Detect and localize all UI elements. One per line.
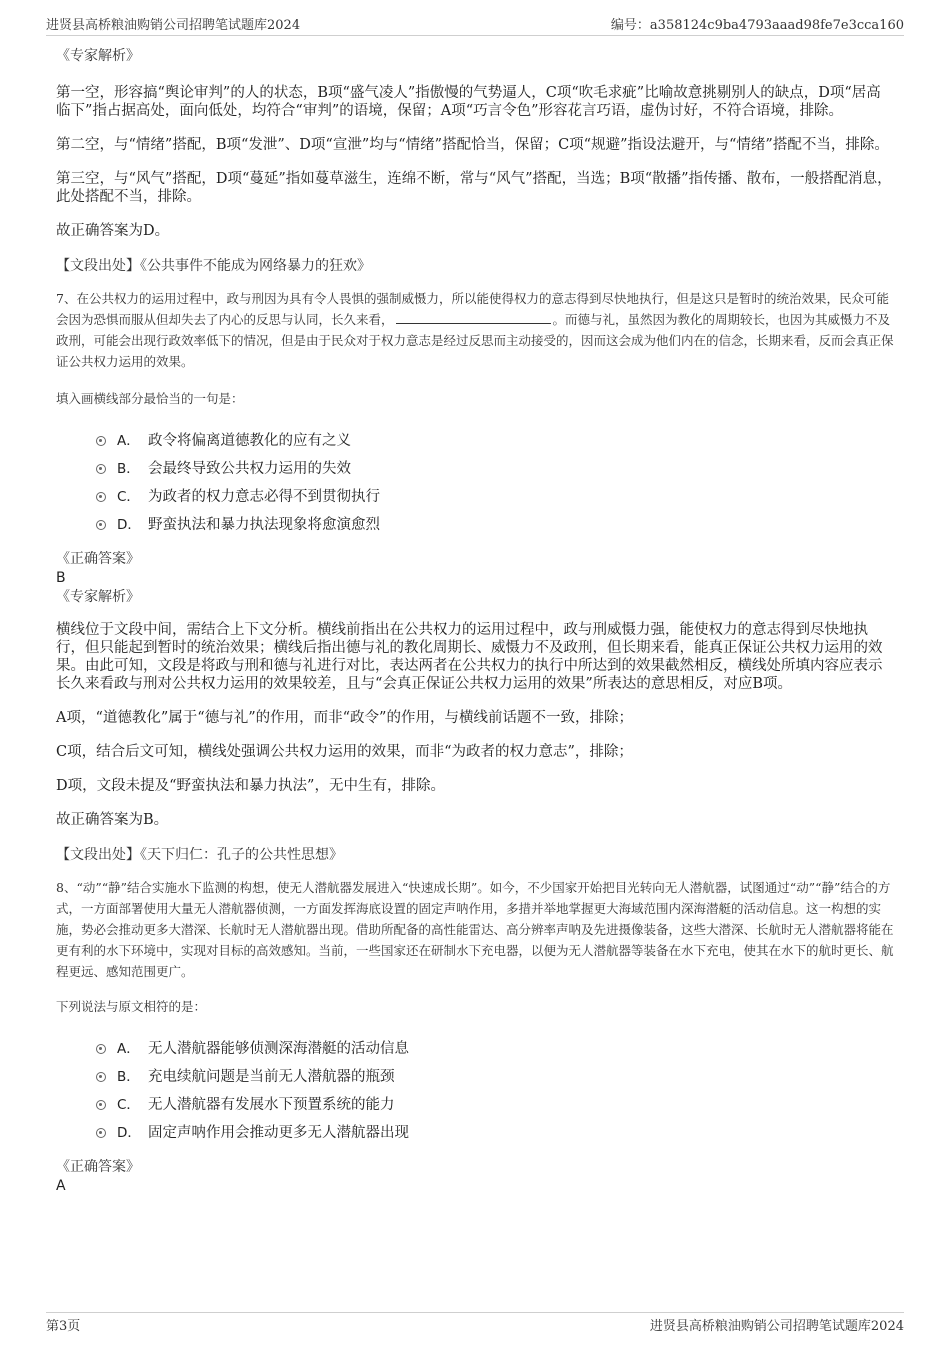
answer-blank (396, 312, 551, 324)
page-content (56, 44, 894, 1195)
option-b[interactable]: B． 充电续航问题是当前无人潜航器的瓶颈 (96, 1063, 894, 1091)
option-b[interactable]: B． 会最终导致公共权力运用的失效 (96, 455, 894, 483)
q8-options (96, 1035, 894, 1147)
header-rule (46, 35, 904, 36)
q6-conclusion: 故正确答案为D。 (56, 223, 170, 239)
page-footer (0, 1305, 950, 1345)
q7-options (96, 427, 894, 539)
footer-rule (46, 1312, 904, 1313)
radio-icon[interactable] (96, 1044, 106, 1054)
option-d[interactable]: D． 固定声呐作用会推动更多无人潜航器出现 (96, 1119, 894, 1147)
radio-icon[interactable] (96, 464, 106, 474)
radio-icon[interactable] (96, 492, 106, 502)
q7-analysis-para: C项，结合后文可知，横线处强调公共权力运用的效果，而非“为政者的权力意志”，排除； (56, 744, 633, 760)
option-a[interactable]: A． 政令将偏离道德教化的应有之义 (96, 427, 894, 455)
q6-source: 【文段出处】《公共事件不能成为网络暴力的狂欢》 (56, 258, 371, 274)
radio-icon[interactable] (96, 1100, 106, 1110)
q7-conclusion: 故正确答案为B。 (56, 812, 169, 828)
q6-analysis-label: 《专家解析》 (56, 48, 140, 64)
q8-stem: 8、“动”“静”结合实施水下监测的构想，使无人潜航器发展进入“快速成长期”。如今，不少国家开始把目光转向无人潜航器，试图通过“动”“静”结合的方式，一方面部署使用大量无人潜航器侦测，一方面发挥海底设置的固定声呐作用，多措并举地掌握更大海域范围内深海潜艇的活动信息。这一构想的实施，势必会推动更多大潜深、长航时无人潜航器出现。借助所配备的高性能雷达、高分辨率声呐及先进摄像装备，这些大潜深、长航时无人潜航器将能在更有利的水下环境中，实现对目标的高效感知。当前，一些国家还在研制水下充电器，以便为无人潜航器等装备在水下充电，使其在水下的航时更长、航程更远、感知范围更广。 (56, 880, 894, 979)
q7-stem: 7、在公共权力的运用过程中，政与刑因为具有令人畏惧的强制威慑力，所以能使得权力的意志得到尽快地执行，但是这只是暂时的统治效果，民众可能会因为恐惧而服从但却失去了内心的反思与认同，长久来看， 。而德与礼，虽然因为教化的周期较长，也因为其威慑力不及政刑，可能会出现行政效率低下的情况，但是由于民众对于权力意志是经过反思而主动接受的，因而这会成为他们内在的信念，长期来看，反而会真正保证公共权力运用的效果。 (56, 291, 894, 369)
radio-icon[interactable] (96, 520, 106, 530)
page-number: 第3页 (46, 1319, 81, 1334)
option-c[interactable]: C． 为政者的权力意志必得不到贯彻执行 (96, 483, 894, 511)
q8-answer: A (56, 1178, 66, 1194)
radio-icon[interactable] (96, 1072, 106, 1082)
q7-prompt: 填入画横线部分最恰当的一句是： (56, 391, 244, 406)
q6-analysis-para: 第三空，与“风气”搭配，D项“蔓延”指如蔓草滋生，连绵不断，常与“风气”搭配，当选；B项“散播”指传播、散布，一般搭配消息，此处搭配不当，排除。 (56, 171, 892, 205)
header-code: 编号：a358124c9ba4793aaad98fe7e3cca160 (610, 18, 904, 33)
footer-title: 进贤县高桥粮油购销公司招聘笔试题库2024 (649, 1319, 904, 1334)
q6-analysis-para: 第二空，与“情绪”搭配，B项“发泄”、D项“宣泄”均与“情绪”搭配恰当，保留；C项“规避”指设法避开，与“情绪”搭配不当，排除。 (56, 137, 889, 153)
option-d[interactable]: D． 野蛮执法和暴力执法现象将愈演愈烈 (96, 511, 894, 539)
page-header (0, 0, 950, 36)
q7-analysis-para: A项，“道德教化”属于“德与礼”的作用，而非“政令”的作用，与横线前话题不一致，排除； (56, 710, 633, 726)
q7-answer: B (56, 570, 66, 586)
header-title: 进贤县高桥粮油购销公司招聘笔试题库2024 (46, 18, 301, 33)
radio-icon[interactable] (96, 1128, 106, 1138)
q7-analysis-para: 横线位于文段中间，需结合上下文分析。横线前指出在公共权力的运用过程中，政与刑威慑力强，能使权力的意志得到尽快地执行，但只能起到暂时的统治效果；横线后指出德与礼的教化周期长、威慑力不及政刑，但长期来看，能真正保证公共权力运用的效果。由此可知，文段是将政与刑和德与礼进行对比，表达两者在公共权力的执行中所达到的效果截然相反，横线处所填内容应表示长久来看政与刑对公共权力运用的效果较差，且与“会真正保证公共权力运用的效果”所表达的意思相反，对应B项。 (56, 622, 883, 692)
option-a[interactable]: A． 无人潜航器能够侦测深海潜艇的活动信息 (96, 1035, 894, 1063)
q7-answer-label: 《正确答案》 (56, 551, 140, 567)
q8-answer-label: 《正确答案》 (56, 1159, 140, 1175)
option-c[interactable]: C． 无人潜航器有发展水下预置系统的能力 (96, 1091, 894, 1119)
q7-analysis-para: D项，文段未提及“野蛮执法和暴力执法”，无中生有，排除。 (56, 778, 445, 794)
q6-analysis-para: 第一空，形容搞“舆论审判”的人的状态，B项“盛气凌人”指傲慢的气势逼人，C项“吹毛求疵”比喻故意挑剔别人的缺点，D项“居高临下”指占据高处，面向低处，均符合“审判”的语境，保留；A项“巧言令色”形容花言巧语，虚伪讨好，不符合语境，排除。 (56, 85, 881, 119)
q7-analysis-label: 《专家解析》 (56, 589, 140, 605)
q8-prompt: 下列说法与原文相符的是： (56, 999, 207, 1014)
radio-icon[interactable] (96, 436, 106, 446)
q7-source: 【文段出处】《天下归仁：孔子的公共性思想》 (56, 847, 343, 863)
